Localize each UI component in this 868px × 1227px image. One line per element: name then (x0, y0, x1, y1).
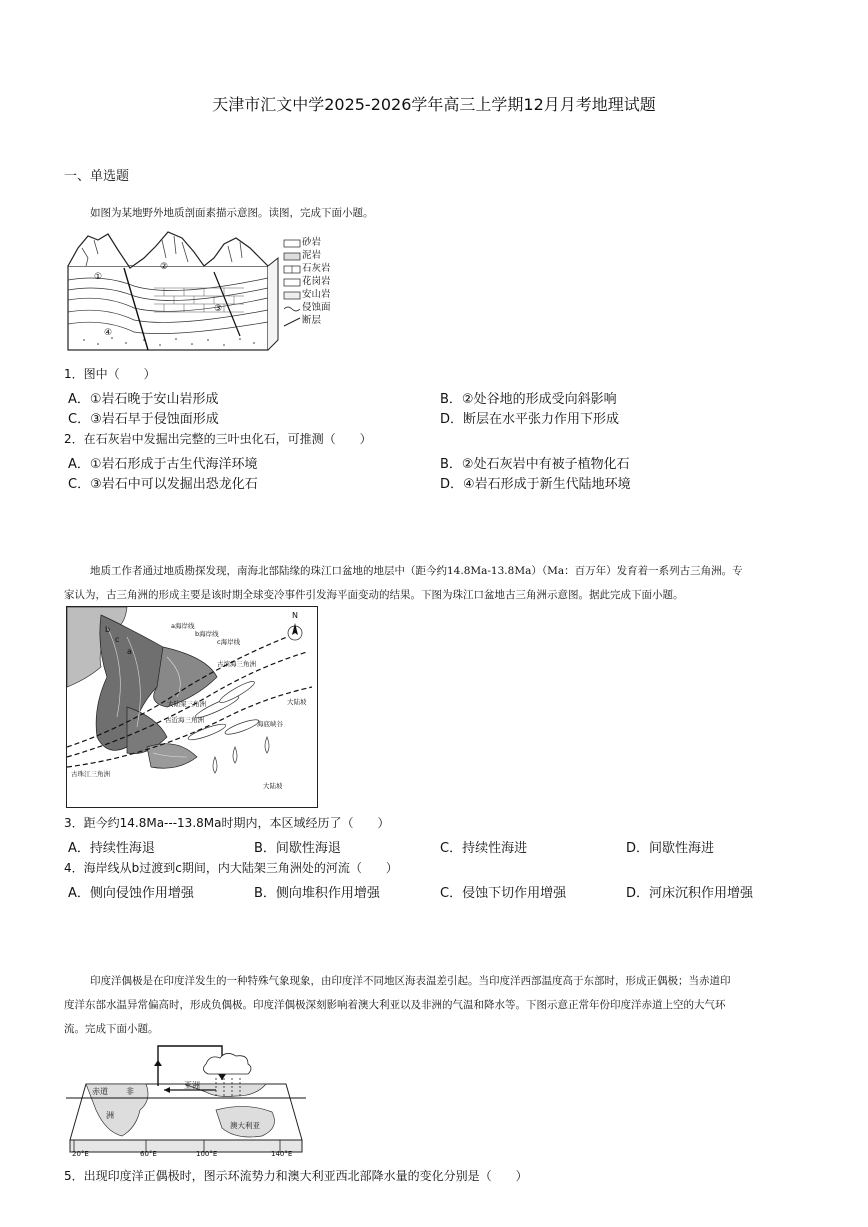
map-label: b海岸线 (195, 630, 219, 638)
q3-option-d[interactable]: D．间歇性海进 (626, 841, 715, 856)
q1-option-c[interactable]: C．③岩石早于侵蚀面形成 (68, 412, 219, 427)
q3-option-b[interactable]: B．间歇性海退 (254, 841, 341, 856)
figure-label: ① (94, 272, 103, 282)
group2-intro-line2: 家认为，古三角洲的形成主要是该时期全球变冷事件引发海平面变动的结果。下图为珠江口盆地古三角洲示意图。据此完成下面小题。 (64, 589, 684, 601)
map-label: 古近海三角洲 (165, 716, 204, 724)
question-1-stem: 1．图中（ ） (64, 367, 156, 381)
figure-label: 赤道 (92, 1087, 108, 1096)
q4-option-a[interactable]: A．侧向侵蚀作用增强 (68, 886, 194, 901)
legend-item: 侵蚀面 (302, 302, 331, 313)
map-label: 古珠江三角洲 (71, 770, 110, 778)
map-label: a海岸线 (171, 622, 195, 630)
figure-label: ② (160, 262, 169, 272)
q1-option-a[interactable]: A．①岩石晚于安山岩形成 (68, 392, 219, 407)
delta-map-figure (66, 606, 318, 808)
longitude-label: 100°E (196, 1150, 218, 1158)
figure-label: 洲 (106, 1111, 114, 1120)
map-label: b (105, 625, 111, 634)
map-label: 海底峡谷 (257, 720, 283, 728)
longitude-label: 140°E (271, 1150, 293, 1158)
q2-option-a[interactable]: A．①岩石形成于古生代海洋环境 (68, 457, 258, 472)
q4-option-b[interactable]: B．侧向堆积作用增强 (254, 886, 380, 901)
legend-item: 砂岩 (302, 237, 322, 248)
map-label: a (127, 647, 132, 656)
legend-item: 石灰岩 (302, 263, 331, 274)
q4-option-d[interactable]: D．河床沉积作用增强 (626, 886, 754, 901)
question-4-stem: 4．海岸线从b过渡到c期间，内大陆架三角洲处的河流（ ） (64, 861, 398, 875)
walker-circulation-figure (66, 1040, 306, 1162)
page-title: 天津市汇文中学2025-2026学年高三上学期12月月考地理试题 (212, 95, 656, 114)
legend (302, 236, 331, 327)
map-label: 大陆坡 (287, 698, 307, 706)
q2-option-c[interactable]: C．③岩石中可以发掘出恐龙化石 (68, 477, 258, 492)
figure-label: ③ (214, 304, 223, 314)
q1-option-d[interactable]: D．断层在水平张力作用下形成 (440, 412, 620, 427)
q1-option-b[interactable]: B．②处谷地的形成受向斜影响 (440, 392, 617, 407)
map-label: 大陆坡 (263, 782, 283, 790)
group3-intro-line1: 印度洋偶极是在印度洋发生的一种特殊气象现象，由印度洋不同地区海表温差引起。当印度洋西部温度高于东部时，形成正偶极；当赤道印 (90, 975, 731, 987)
legend-item: 花岗岩 (302, 276, 331, 287)
q2-option-d[interactable]: D．④岩石形成于新生代陆地环境 (440, 477, 631, 492)
question-2-stem: 2．在石灰岩中发掘出完整的三叶虫化石，可推测（ ） (64, 432, 372, 446)
q2-option-b[interactable]: B．②处石灰岩中有被子植物化石 (440, 457, 630, 472)
legend-item: 泥岩 (302, 250, 322, 261)
q3-option-a[interactable]: A．持续性海退 (68, 841, 155, 856)
figure-label: 澳大利亚 (230, 1121, 260, 1130)
longitude-label: 20°E (72, 1150, 89, 1158)
map-label: 大陆架三角洲 (167, 700, 206, 708)
figure-label: 亚洲 (184, 1081, 200, 1090)
group3-intro-line3: 流。完成下面小题。 (64, 1023, 159, 1035)
geologic-section-figure (64, 228, 334, 353)
figure-label: ④ (104, 328, 113, 338)
longitude-label: 60°E (140, 1150, 157, 1158)
legend-item: 安山岩 (302, 289, 331, 300)
compass-north-label: N (292, 611, 298, 620)
group3-intro-line2: 度洋东部水温异常偏高时，形成负偶极。印度洋偶极深刻影响着澳大利亚以及非洲的气温和降水等。下图示意正常年份印度洋赤道上空的大气环 (64, 999, 726, 1011)
map-label: c海岸线 (217, 638, 241, 646)
map-label: 古滨海三角洲 (217, 660, 256, 668)
section-heading: 一、单选题 (64, 169, 130, 184)
legend-item: 断层 (302, 315, 322, 326)
question-3-stem: 3．距今约14.8Ma---13.8Ma时期内，本区域经历了（ ） (64, 816, 390, 830)
group2-intro-line1: 地质工作者通过地质勘探发现，南海北部陆缘的珠江口盆地的地层中（距今约14.8Ma-13.8Ma）（Ma：百万年）发育着一系列古三角洲。专 (90, 565, 743, 577)
q3-option-c[interactable]: C．持续性海进 (440, 841, 528, 856)
group1-intro: 如图为某地野外地质剖面素描示意图。读图，完成下面小题。 (90, 207, 374, 219)
map-label: c (115, 635, 120, 644)
figure-label: 非 (126, 1087, 134, 1096)
q4-option-c[interactable]: C．侵蚀下切作用增强 (440, 886, 567, 901)
question-5-stem: 5．出现印度洋正偶极时，图示环流势力和澳大利亚西北部降水量的变化分别是（ ） (64, 1169, 528, 1183)
